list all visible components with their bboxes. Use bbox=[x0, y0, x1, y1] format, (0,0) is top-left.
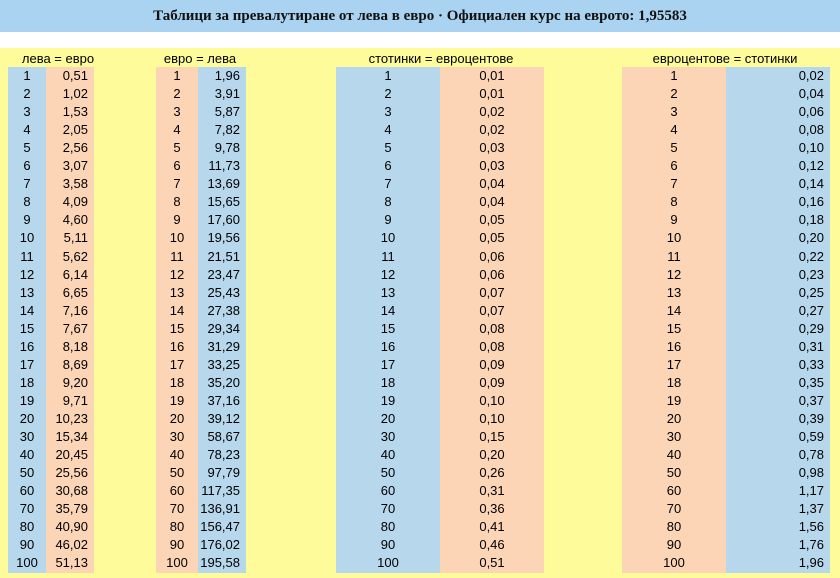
table-st-to-cent-right-cell: 0,05 bbox=[479, 230, 505, 246]
page-title: Таблици за превалутиране от лева в евро · Официален курс на еврото: 1,95583 bbox=[153, 7, 687, 24]
table-lev-to-eur-right-cell: 15,34 bbox=[55, 429, 88, 444]
table-st-to-cent-right-cell: 0,26 bbox=[479, 465, 505, 481]
table-lev-to-eur-right-cell: 5,11 bbox=[63, 230, 88, 246]
table-lev-to-eur-left-cell: 4 bbox=[23, 122, 31, 138]
table-lev-to-eur-right-cell: 3,58 bbox=[62, 176, 88, 192]
table-st-to-cent-left-cell: 9 bbox=[384, 212, 392, 228]
table-lev-to-eur-left-cell: 40 bbox=[19, 447, 35, 463]
table-lev-to-eur-right-cell: 20,45 bbox=[55, 447, 88, 463]
table-cent-to-st-right-cell: 1,56 bbox=[798, 519, 824, 535]
table-eur-to-lev-right-cell: 58,67 bbox=[207, 429, 240, 444]
table-st-to-cent-right-cell: 0,06 bbox=[479, 266, 505, 282]
table-lev-to-eur-left-cell: 100 bbox=[16, 555, 38, 571]
table-cent-to-st-right-cell: 0,59 bbox=[798, 429, 824, 444]
table-cent-to-st-left-cell: 6 bbox=[670, 158, 678, 174]
table-eur-to-lev-right-cell: 5,87 bbox=[214, 104, 240, 120]
title-bar bbox=[0, 0, 840, 32]
table-lev-to-eur-left-cell: 5 bbox=[23, 140, 31, 156]
table-st-to-cent-right-cell: 0,07 bbox=[479, 284, 505, 300]
table-cent-to-st-right-cell: 0,25 bbox=[798, 284, 824, 300]
table-header-eur-to-lev: евро = лева bbox=[163, 51, 237, 66]
table-eur-to-lev-left-cell: 9 bbox=[173, 212, 181, 228]
table-cent-to-st-right-cell: 1,96 bbox=[798, 555, 824, 571]
table-lev-to-eur-right-cell: 5,62 bbox=[62, 248, 88, 264]
table-eur-to-lev-right-cell: 33,25 bbox=[207, 356, 240, 372]
table-lev-to-eur-right-cell: 51,13 bbox=[55, 555, 88, 571]
table-eur-to-lev-right-cell: 97,79 bbox=[207, 465, 240, 481]
table-eur-to-lev-left-cell: 20 bbox=[169, 410, 185, 426]
table-eur-to-lev-right-cell: 21,51 bbox=[207, 248, 240, 264]
table-lev-to-eur-right-cell: 25,56 bbox=[55, 465, 88, 481]
table-st-to-cent-left-cell: 3 bbox=[384, 104, 392, 120]
table-st-to-cent-left-cell: 4 bbox=[384, 122, 392, 138]
table-cent-to-st-left-cell: 5 bbox=[670, 140, 678, 156]
table-st-to-cent-right-cell: 0,46 bbox=[479, 537, 505, 553]
table-eur-to-lev-left-cell: 5 bbox=[173, 140, 181, 156]
table-cent-to-st-right-cell: 0,14 bbox=[798, 176, 824, 192]
table-st-to-cent-left-cell: 18 bbox=[380, 374, 396, 390]
table-cent-to-st-right-cell: 0,22 bbox=[798, 248, 824, 264]
table-st-to-cent-left-cell: 50 bbox=[380, 465, 396, 481]
table-lev-to-eur-right-cell: 7,16 bbox=[62, 302, 88, 318]
table-st-to-cent-right-cell: 0,06 bbox=[479, 248, 505, 264]
table-lev-to-eur-right-cell: 4,09 bbox=[62, 194, 88, 210]
table-cent-to-st-left-cell: 15 bbox=[666, 320, 682, 336]
table-eur-to-lev-left-cell: 30 bbox=[169, 429, 185, 444]
table-eur-to-lev-right-cell: 195,58 bbox=[200, 555, 240, 571]
table-cent-to-st-left-cell: 80 bbox=[666, 519, 682, 535]
table-st-to-cent-left-cell: 6 bbox=[384, 158, 392, 174]
table-lev-to-eur-left-cell: 10 bbox=[19, 230, 35, 246]
table-lev-to-eur-left-cell: 9 bbox=[23, 212, 31, 228]
table-eur-to-lev-left-cell: 15 bbox=[169, 320, 185, 336]
table-eur-to-lev-right-cell: 25,43 bbox=[207, 284, 240, 300]
table-lev-to-eur-right-cell: 35,79 bbox=[55, 501, 88, 517]
table-st-to-cent-left-cell: 7 bbox=[384, 176, 392, 192]
table-lev-to-eur-right-cell: 1,53 bbox=[62, 104, 88, 120]
table-cent-to-st-right-cell: 0,29 bbox=[798, 320, 824, 336]
table-eur-to-lev-right-cell: 176,02 bbox=[200, 537, 240, 553]
table-st-to-cent-left-cell: 30 bbox=[380, 429, 396, 444]
table-cent-to-st-right-cell: 0,02 bbox=[798, 68, 824, 83]
table-st-to-cent-left-cell: 70 bbox=[380, 501, 396, 517]
table-cent-to-st-left-cell: 19 bbox=[666, 392, 682, 408]
table-lev-to-eur-left-cell: 16 bbox=[19, 338, 35, 354]
table-header-lev-to-eur: лева = евро bbox=[21, 51, 95, 66]
table-lev-to-eur-left-cell: 50 bbox=[19, 465, 35, 481]
table-cent-to-st-left-cell: 4 bbox=[670, 122, 678, 138]
table-eur-to-lev-left-cell: 7 bbox=[173, 176, 181, 192]
table-cent-to-st-right-cell: 0,04 bbox=[798, 86, 824, 102]
table-lev-to-eur-left-cell: 30 bbox=[19, 429, 35, 444]
table-st-to-cent-left-cell: 15 bbox=[380, 320, 396, 336]
table-lev-to-eur-right-cell: 30,68 bbox=[55, 483, 88, 499]
table-lev-to-eur-left-cell: 15 bbox=[19, 320, 35, 336]
table-st-to-cent-right-cell: 0,01 bbox=[479, 68, 505, 83]
table-st-to-cent-left-cell: 5 bbox=[384, 140, 392, 156]
table-st-to-cent-right-cell: 0,03 bbox=[479, 140, 505, 156]
table-lev-to-eur-left-cell: 70 bbox=[19, 501, 35, 517]
table-st-to-cent-left-cell: 20 bbox=[380, 410, 396, 426]
table-cent-to-st-left-cell: 20 bbox=[666, 410, 682, 426]
table-eur-to-lev-left-cell: 14 bbox=[169, 302, 185, 318]
table-lev-to-eur-right-cell: 8,69 bbox=[62, 356, 88, 372]
table-eur-to-lev-right-cell: 11,73 bbox=[208, 158, 240, 174]
table-eur-to-lev-left-cell: 19 bbox=[169, 392, 185, 408]
table-st-to-cent-left-cell: 90 bbox=[380, 537, 396, 553]
table-cent-to-st-left-cell: 17 bbox=[666, 356, 682, 372]
table-st-to-cent-right-cell: 0,10 bbox=[479, 392, 505, 408]
table-cent-to-st-right-cell: 0,33 bbox=[798, 356, 824, 372]
table-lev-to-eur-right-cell: 4,60 bbox=[62, 212, 88, 228]
table-lev-to-eur-right-cell: 2,56 bbox=[62, 140, 88, 156]
table-lev-to-eur-right-cell: 40,90 bbox=[55, 519, 88, 535]
table-st-to-cent-left-cell: 80 bbox=[380, 519, 396, 535]
table-eur-to-lev-right-cell: 27,38 bbox=[207, 302, 240, 318]
table-cent-to-st-right-cell: 0,37 bbox=[798, 392, 824, 408]
table-cent-to-st-left-cell: 11 bbox=[667, 248, 681, 264]
table-lev-to-eur-left-cell: 13 bbox=[19, 284, 35, 300]
table-lev-to-eur-left-cell: 6 bbox=[23, 158, 31, 174]
table-eur-to-lev-left-cell: 6 bbox=[173, 158, 181, 174]
table-lev-to-eur-left-cell: 60 bbox=[19, 483, 35, 499]
table-st-to-cent-right-cell: 0,04 bbox=[479, 176, 505, 192]
table-cent-to-st-left-cell: 16 bbox=[666, 338, 682, 354]
table-st-to-cent-left-cell: 19 bbox=[380, 392, 396, 408]
table-lev-to-eur-left-cell: 12 bbox=[19, 266, 35, 282]
table-lev-to-eur-right-cell: 7,67 bbox=[62, 320, 88, 336]
table-cent-to-st-left-cell: 14 bbox=[666, 302, 682, 318]
table-st-to-cent-right-cell: 0,01 bbox=[479, 86, 505, 102]
table-eur-to-lev-right-cell: 7,82 bbox=[214, 122, 240, 138]
table-lev-to-eur-right-cell: 8,18 bbox=[62, 338, 88, 354]
table-st-to-cent-right-cell: 0,07 bbox=[479, 302, 505, 318]
table-eur-to-lev-left-cell: 13 bbox=[169, 284, 185, 300]
table-eur-to-lev-right-cell: 29,34 bbox=[207, 320, 240, 336]
table-eur-to-lev-left-cell: 12 bbox=[169, 266, 185, 282]
table-lev-to-eur-left-cell: 2 bbox=[23, 86, 31, 102]
table-cent-to-st-right-cell: 0,12 bbox=[798, 158, 824, 174]
table-eur-to-lev-left-cell: 90 bbox=[169, 537, 185, 553]
table-eur-to-lev-left-cell: 17 bbox=[169, 356, 185, 372]
table-lev-to-eur-right-cell: 9,71 bbox=[62, 392, 88, 408]
table-eur-to-lev-left-cell: 4 bbox=[173, 122, 181, 138]
table-cent-to-st-right-cell: 1,76 bbox=[798, 537, 824, 553]
table-cent-to-st-right-cell: 0,35 bbox=[798, 374, 824, 390]
table-cent-to-st-left-cell: 10 bbox=[666, 230, 682, 246]
table-lev-to-eur-right-cell: 1,02 bbox=[62, 86, 88, 102]
table-st-to-cent-left-cell: 16 bbox=[380, 338, 396, 354]
table-cent-to-st-right-cell: 0,18 bbox=[798, 212, 824, 228]
table-st-to-cent-left-cell: 8 bbox=[384, 194, 392, 210]
table-st-to-cent-left-cell: 14 bbox=[380, 302, 396, 318]
table-cent-to-st-left-cell: 60 bbox=[666, 483, 682, 499]
table-st-to-cent-right-cell: 0,51 bbox=[479, 555, 505, 571]
table-eur-to-lev-left-cell: 100 bbox=[166, 555, 188, 571]
table-cent-to-st-left-cell: 70 bbox=[666, 501, 682, 517]
table-lev-to-eur-right-cell: 3,07 bbox=[62, 158, 88, 174]
table-cent-to-st-left-cell: 3 bbox=[670, 104, 678, 120]
table-cent-to-st-left-cell: 30 bbox=[666, 429, 682, 444]
table-st-to-cent-right-cell: 0,20 bbox=[479, 447, 505, 463]
table-cent-to-st-right-cell: 0,78 bbox=[798, 447, 824, 463]
table-cent-to-st-left-cell: 2 bbox=[670, 86, 678, 102]
table-lev-to-eur-left-cell: 3 bbox=[23, 104, 31, 120]
table-st-to-cent-right-cell: 0,09 bbox=[479, 374, 505, 390]
table-eur-to-lev-right-cell: 117,35 bbox=[201, 483, 240, 499]
table-eur-to-lev-right-cell: 13,69 bbox=[207, 176, 240, 192]
table-st-to-cent-right-cell: 0,05 bbox=[479, 212, 505, 228]
table-st-to-cent-left-cell: 100 bbox=[377, 555, 399, 571]
table-cent-to-st-left-cell: 1 bbox=[670, 68, 678, 83]
table-eur-to-lev-right-cell: 19,56 bbox=[207, 230, 240, 246]
table-lev-to-eur-left-cell: 19 bbox=[19, 392, 35, 408]
table-cent-to-st-left-cell: 7 bbox=[670, 176, 678, 192]
table-eur-to-lev-right-cell: 136,91 bbox=[200, 501, 240, 517]
table-eur-to-lev-right-cell: 17,60 bbox=[207, 212, 240, 228]
table-cent-to-st-right-cell: 0,10 bbox=[798, 140, 824, 156]
table-st-to-cent-right-cell: 0,31 bbox=[479, 483, 505, 499]
table-eur-to-lev-left-cell: 70 bbox=[169, 501, 185, 517]
table-eur-to-lev-left-cell: 80 bbox=[169, 519, 185, 535]
table-cent-to-st-right-cell: 0,31 bbox=[798, 338, 824, 354]
table-lev-to-eur-left-cell: 80 bbox=[19, 519, 35, 535]
table-st-to-cent-right-cell: 0,10 bbox=[479, 410, 505, 426]
table-eur-to-lev-right-cell: 9,78 bbox=[214, 140, 240, 156]
table-st-to-cent-right-cell: 0,02 bbox=[479, 122, 505, 138]
table-eur-to-lev-right-cell: 23,47 bbox=[207, 266, 240, 282]
table-eur-to-lev-right-cell: 31,29 bbox=[207, 338, 240, 354]
table-cent-to-st-left-cell: 40 bbox=[666, 447, 682, 463]
table-st-to-cent-left-cell: 10 bbox=[380, 230, 396, 246]
table-eur-to-lev-left-cell: 10 bbox=[169, 230, 185, 246]
table-lev-to-eur-left-cell: 1 bbox=[23, 68, 31, 83]
table-cent-to-st-left-cell: 12 bbox=[666, 266, 682, 282]
table-eur-to-lev-left-cell: 11 bbox=[170, 248, 184, 264]
table-st-to-cent-right-cell: 0,08 bbox=[479, 320, 505, 336]
table-cent-to-st-left-cell: 13 bbox=[666, 284, 682, 300]
table-cent-to-st-right-cell: 0,98 bbox=[798, 465, 824, 481]
table-lev-to-eur-left-cell: 20 bbox=[19, 410, 35, 426]
table-st-to-cent-right-cell: 0,02 bbox=[479, 104, 505, 120]
table-eur-to-lev-left-cell: 3 bbox=[173, 104, 181, 120]
table-lev-to-eur-right-cell: 10,23 bbox=[55, 410, 88, 426]
table-lev-to-eur-right-cell: 0,51 bbox=[62, 68, 88, 83]
table-lev-to-eur-right-cell: 6,14 bbox=[62, 266, 88, 282]
table-cent-to-st-left-cell: 8 bbox=[670, 194, 678, 210]
table-cent-to-st-left-cell: 50 bbox=[666, 465, 682, 481]
table-cent-to-st-left-cell: 18 bbox=[666, 374, 682, 390]
table-eur-to-lev-right-cell: 15,65 bbox=[207, 194, 240, 210]
table-eur-to-lev-left-cell: 8 bbox=[173, 194, 181, 210]
table-lev-to-eur-left-cell: 8 bbox=[23, 194, 31, 210]
table-lev-to-eur-left-cell: 18 bbox=[19, 374, 35, 390]
table-eur-to-lev-right-cell: 1,96 bbox=[214, 68, 240, 83]
table-eur-to-lev-right-cell: 37,16 bbox=[207, 392, 240, 408]
table-lev-to-eur-left-cell: 14 bbox=[19, 302, 35, 318]
table-eur-to-lev-left-cell: 18 bbox=[169, 374, 185, 390]
table-lev-to-eur-right-cell: 46,02 bbox=[55, 537, 88, 553]
table-eur-to-lev-left-cell: 40 bbox=[169, 447, 185, 463]
table-eur-to-lev-right-cell: 39,12 bbox=[207, 410, 240, 426]
table-cent-to-st-right-cell: 0,27 bbox=[798, 302, 824, 318]
table-st-to-cent-right-cell: 0,08 bbox=[479, 338, 505, 354]
table-cent-to-st-left-cell: 9 bbox=[670, 212, 678, 228]
table-eur-to-lev-left-cell: 16 bbox=[169, 338, 185, 354]
table-lev-to-eur-right-cell: 6,65 bbox=[62, 284, 88, 300]
table-header-cent-to-st: евроцентове = стотинки bbox=[652, 51, 798, 66]
table-st-to-cent-left-cell: 40 bbox=[380, 447, 396, 463]
table-st-to-cent-right-cell: 0,41 bbox=[479, 519, 505, 535]
table-st-to-cent-left-cell: 17 bbox=[380, 356, 396, 372]
table-eur-to-lev-left-cell: 1 bbox=[173, 68, 181, 83]
table-st-to-cent-left-cell: 12 bbox=[380, 266, 396, 282]
table-cent-to-st-right-cell: 1,37 bbox=[798, 501, 824, 517]
table-cent-to-st-right-cell: 0,20 bbox=[798, 230, 824, 246]
table-lev-to-eur-left-cell: 17 bbox=[19, 356, 35, 372]
table-st-to-cent-left-cell: 13 bbox=[380, 284, 396, 300]
table-st-to-cent-left-cell: 60 bbox=[380, 483, 396, 499]
table-eur-to-lev-right-cell: 3,91 bbox=[214, 86, 240, 102]
table-cent-to-st-right-cell: 0,16 bbox=[798, 194, 824, 210]
table-lev-to-eur-right-cell: 9,20 bbox=[62, 374, 88, 390]
table-lev-to-eur-left-cell: 7 bbox=[23, 176, 31, 192]
table-st-to-cent-right-cell: 0,03 bbox=[479, 158, 505, 174]
table-st-to-cent-right-cell: 0,15 bbox=[479, 429, 505, 444]
table-lev-to-eur-left-cell: 11 bbox=[20, 248, 34, 264]
table-st-to-cent-left-cell: 2 bbox=[384, 86, 392, 102]
table-eur-to-lev-right-cell: 35,20 bbox=[207, 374, 240, 390]
table-st-to-cent-right-cell: 0,04 bbox=[479, 194, 505, 210]
table-cent-to-st-right-cell: 1,17 bbox=[798, 483, 824, 499]
table-cent-to-st-right-cell: 0,08 bbox=[798, 122, 824, 138]
table-eur-to-lev-left-cell: 2 bbox=[173, 86, 181, 102]
table-header-st-to-cent: стотинки = евроцентове bbox=[368, 51, 514, 66]
table-cent-to-st-left-cell: 100 bbox=[663, 555, 685, 571]
table-cent-to-st-right-cell: 0,39 bbox=[798, 410, 824, 426]
table-eur-to-lev-left-cell: 60 bbox=[169, 483, 185, 499]
table-st-to-cent-right-cell: 0,36 bbox=[479, 501, 505, 517]
table-st-to-cent-left-cell: 1 bbox=[384, 68, 392, 83]
table-cent-to-st-right-cell: 0,23 bbox=[798, 266, 824, 282]
table-cent-to-st-left-cell: 90 bbox=[666, 537, 682, 553]
table-st-to-cent-right-cell: 0,09 bbox=[479, 356, 505, 372]
table-cent-to-st-right-cell: 0,06 bbox=[798, 104, 824, 120]
table-eur-to-lev-right-cell: 78,23 bbox=[207, 447, 240, 463]
table-eur-to-lev-right-cell: 156,47 bbox=[200, 519, 240, 535]
table-st-to-cent-left-cell: 11 bbox=[381, 248, 395, 264]
table-eur-to-lev-left-cell: 50 bbox=[169, 465, 185, 481]
table-lev-to-eur-left-cell: 90 bbox=[19, 537, 35, 553]
table-lev-to-eur-right-cell: 2,05 bbox=[62, 122, 88, 138]
